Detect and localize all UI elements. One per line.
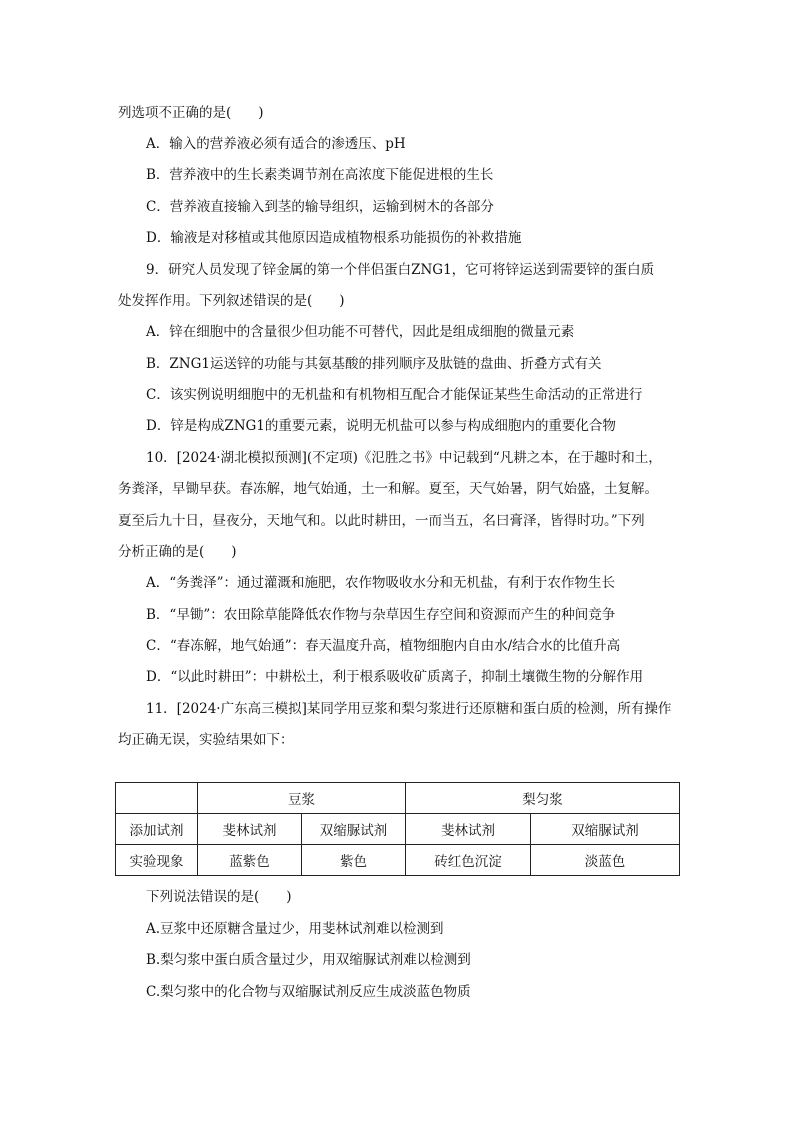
row-header-reagent: 添加试剂 [116,814,198,845]
experiment-results-table [115,782,680,876]
q9-stem-line-1: 9．研究人员发现了锌金属的第一个伴侣蛋白ZNG1，它可将锌运送到需要锌的蛋白质 [146,262,655,278]
reagent-cell: 斐林试剂 [198,814,302,845]
q10-option-c: C．“春冻解，地气始通”：春天温度升高，植物细胞内自由水/结合水的比值升高 [146,638,621,654]
row-header-result: 实验现象 [116,845,198,876]
q8-stem-tail: 列选项不正确的是( ) [118,105,264,121]
table-row-reagents [116,814,680,845]
q11-stem-line-2: 均正确无误，实验结果如下： [118,732,294,748]
q10-stem-line-1: 10．[2024·湖北模拟预测](不定项)《氾胜之书》中记载到“凡耕之本，在于趣时和土， [146,450,662,466]
result-cell: 紫色 [302,845,406,876]
reagent-cell: 斐林试剂 [406,814,531,845]
result-cell: 砖红色沉淀 [406,845,531,876]
q8-option-a: A．输入的营养液必须有适合的渗透压、pH [146,136,406,152]
q9-stem-line-2: 处发挥作用。下列叙述错误的是( ) [118,293,345,309]
q9-option-c: C．该实例说明细胞中的无机盐和有机物相互配合才能保证某些生命活动的正常进行 [146,387,643,403]
q10-option-d: D．“以此时耕田”：中耕松土，利于根系吸收矿质离子，抑制土壤微生物的分解作用 [146,669,644,685]
table-row-results [116,845,680,876]
q9-option-b: B．ZNG1运送锌的功能与其氨基酸的排列顺序及肽链的盘曲、折叠方式有关 [146,356,602,372]
table-header-row [116,783,680,814]
group-header-pear-homogenate: 梨匀浆 [406,783,680,814]
q10-stem-line-4: 分析正确的是( ) [118,544,237,560]
q10-stem-line-3: 夏至后九十日，昼夜分，天地气和。以此时耕田，一而当五，名曰膏泽，皆得时功。”下列 [118,513,645,529]
group-header-soy-milk: 豆浆 [198,783,406,814]
reagent-cell: 双缩脲试剂 [302,814,406,845]
reagent-cell: 双缩脲试剂 [531,814,680,845]
q10-option-b: B．“早锄”：农田除草能降低农作物与杂草因生存空间和资源而产生的种间竞争 [146,607,616,623]
q11-stem-line-1: 11．[2024·广东高三模拟]某同学用豆浆和梨匀浆进行还原糖和蛋白质的检测，所有操作 [146,701,672,717]
q8-option-d: D．输液是对移植或其他原因造成植物根系功能损伤的补救措施 [146,230,522,246]
q8-option-c: C．营养液直接输入到茎的输导组织，运输到树木的各部分 [146,199,494,215]
q10-stem-line-2: 务粪泽，早锄早获。春冻解，地气始通，土一和解。夏至，天气始暑，阴气始盛，土复解。 [118,481,658,497]
q10-option-a: A．“务粪泽”：通过灌溉和施肥，农作物吸收水分和无机盐，有利于农作物生长 [146,575,616,591]
q11-option-b: B.梨匀浆中蛋白质含量过少，用双缩脲试剂难以检测到 [146,952,471,968]
q11-option-c: C.梨匀浆中的化合物与双缩脲试剂反应生成淡蓝色物质 [146,984,471,1000]
q11-option-a: A.豆浆中还原糖含量过少，用斐林试剂难以检测到 [146,921,444,937]
q9-option-a: A．锌在细胞中的含量很少但功能不可替代，因此是组成细胞的微量元素 [146,324,575,340]
q9-option-d: D．锌是构成ZNG1的重要元素，说明无机盐可以参与构成细胞内的重要化合物 [146,418,616,434]
q8-option-b: B．营养液中的生长素类调节剂在高浓度下能促进根的生长 [146,167,494,183]
result-cell: 淡蓝色 [531,845,680,876]
result-cell: 蓝紫色 [198,845,302,876]
q11-question: 下列说法错误的是( ) [146,889,292,905]
table-corner-cell [116,783,198,814]
